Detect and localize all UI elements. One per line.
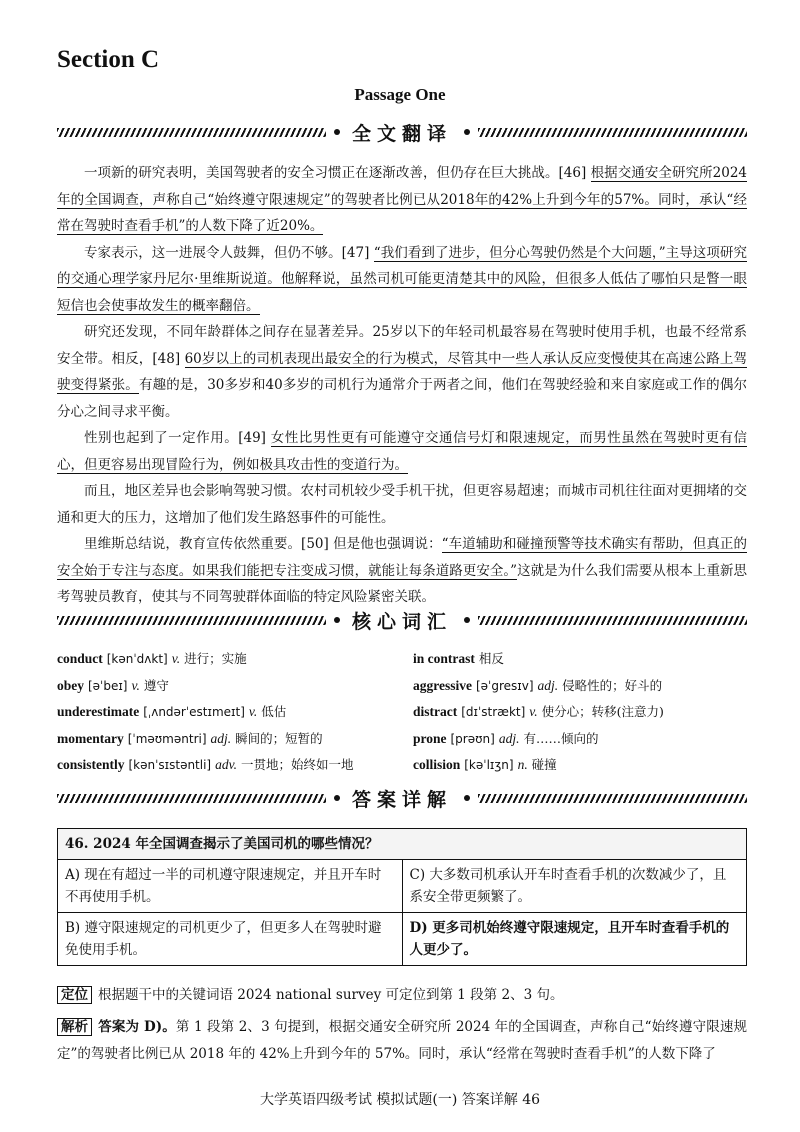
vocab-item [57,646,407,673]
bullet-dot-icon [334,617,340,623]
p1-underlined: 根据交通安全研究所2024年的全国调查，声称自己“始终遵守限速规定”的驾驶者比例已从2018年的42%上升到今年的57%。同时，承认“经常在驾驶时查看手机”的人数下降了近20%。 [57,165,747,234]
vocab-pos: v. [131,677,140,693]
p6-underlined: “车道辅助和碰撞预警等技术确实有帮助，但真正的安全始于专注与态度。如果我们能把专注变成习惯，就能让每条道路更安全。” [57,536,747,579]
vocab-pos: v. [529,704,538,719]
vocab-word: prone [413,730,447,746]
paragraph-5: 而且，地区差异也会影响驾驶习惯。农村司机较少受手机干扰，但更容易超速；而城市司机往往面对更拥堵的交通和更大的压力，这增加了他们发生路怒事件的可能性。 [57,483,747,526]
p2-text: 专家表示，这一进展令人鼓舞，但仍不够。[47] [84,244,374,261]
analysis-text: 第 1 段第 2、3 句提到，根据交通安全研究所 2024 年的全国调查，声称自己“始终遵守限速规定”的驾驶者比例已从 2018 年的 42%上升到今年的 57%。同时，承认“经常在驾驶时查看手机”的人数下降了 [57,1019,747,1062]
vocab-item [413,646,753,673]
vocab-item [57,752,407,779]
bullet-dot-icon [464,795,470,801]
vocab-meaning: 使分心；转移(注意力) [541,704,664,719]
vocab-pos: v. [171,651,181,666]
vocab-word: obey [57,677,84,693]
vocab-item [413,752,753,779]
p3-text: 研究还发现，不同年龄群体之间存在显著差异。25岁以下的年轻司机最容易在驾驶时使用手机，也最不经常系安全带。相反，[48] [57,324,747,367]
vocab-word: conduct [57,651,103,666]
p1-text: 一项新的研究表明，美国驾驶者的安全习惯正在逐渐改善，但仍存在巨大挑战。[46] [84,165,591,181]
vocab-word: distract [413,704,458,719]
vocab-meaning: 低估 [261,704,287,719]
passage-title: Passage One [354,85,446,104]
bullet-dot-icon [334,795,340,801]
analysis-note [57,1014,747,1067]
vocab-word: aggressive [413,677,472,693]
vocab-pos: n. [517,757,528,772]
p4-text: 性别也起到了一定作用。[49] [84,430,271,446]
paragraph-6 [57,531,747,611]
vocab-phonetic: [əˈgresɪv] [475,678,534,693]
hatch-decoration [57,794,326,803]
vocab-phonetic: [dɪˈstrækt] [461,705,526,719]
vocab-item [57,726,407,753]
vocab-word: in contrast [413,651,475,666]
vocab-meaning: 相反 [478,651,504,666]
vocab-word: underestimate [57,704,140,719]
vocab-item [57,673,407,700]
vocab-meaning: 碰撞 [531,757,557,772]
vocab-phonetic: [ˈməʊməntri] [127,731,207,746]
translation-banner [57,118,747,146]
section-title: Section C [57,46,160,73]
option-b: B) 遵守限速规定的司机更少了，但更多人在驾驶时避免使用手机。 [58,913,403,966]
bullet-dot-icon [464,617,470,623]
locate-note [57,983,757,1007]
p4-underlined: 女性比男性更有可能遵守交通信号灯和限速规定，而男性虽然在驾驶时更有信心，但更容易出现冒险行为，例如极具攻击性的变道行为。 [57,430,747,473]
vocab-item [57,699,407,726]
p3-underlined: 60岁以上的司机表现出最安全的行为模式，尽管其中一些人承认反应变慢使其在高速公路上驾驶变得紧张。 [57,350,747,393]
vocab-meaning: 有……倾向的 [523,730,599,746]
vocab-word: collision [413,757,461,772]
vocab-phonetic: [kənˈdʌkt] [106,652,168,666]
paragraph-4 [57,425,747,478]
vocab-phonetic: [ˌʌndərˈestɪmeɪt] [143,705,245,719]
vocab-pos: adj. [210,730,232,746]
vocab-meaning: 一贯地；始终如一地 [240,757,354,772]
hatch-decoration [57,128,326,137]
vocab-phonetic: [kəˈlɪʒn] [464,758,514,772]
locate-tag: 定位 [57,986,92,1004]
vocab-phonetic: [əˈbeɪ] [87,678,128,693]
paragraph-3 [57,319,747,425]
vocab-word: momentary [57,730,124,746]
vocab-phonetic: [prəʊn] [450,731,495,746]
question-table [57,828,747,966]
vocab-meaning: 侵略性的；好斗的 [562,677,663,693]
p3-text-end: 有趣的是，30多岁和40多岁的司机行为通常介于两者之间，他们在驾驶经验和来自家庭或工作的偶尔分心之间寻求平衡。 [57,377,747,420]
paragraph-2 [57,240,747,320]
vocab-list-right [413,646,753,779]
vocab-meaning: 遵守 [143,677,169,693]
vocab-banner [57,606,747,634]
vocab-heading: 核心词汇 [352,610,453,633]
option-d-correct: D) 更多司机始终遵守限速规定，且开车时查看手机的人更少了。 [402,913,747,966]
answers-heading: 答案详解 [352,788,453,811]
analysis-tag: 解析 [57,1018,92,1036]
bullet-dot-icon [334,129,340,135]
vocab-item [413,673,753,700]
analysis-answer: 答案为 D)。 [98,1019,176,1035]
translation-body [57,160,747,611]
p2-underlined: “我们看到了进步，但分心驾驶仍然是个大问题，”主导这项研究的交通心理学家丹尼尔·里维斯说道。他解释说，虽然司机可能更清楚其中的风险，但很多人低估了哪怕只是瞥一眼短信也会使事故发生的概率翻倍。 [57,244,747,314]
vocab-meaning: 瞬间的；短暂的 [235,730,323,746]
bullet-dot-icon [464,129,470,135]
hatch-decoration [478,128,747,137]
vocab-word: consistently [57,757,125,772]
option-a: A) 现在有超过一半的司机遵守限速规定，并且开车时不再使用手机。 [58,860,403,913]
page-footer: 大学英语四级考试 模拟试题(一) 答案详解 46 [259,1092,541,1108]
hatch-decoration [57,616,326,625]
vocab-pos: adv. [215,757,237,772]
hatch-decoration [478,616,747,625]
vocab-pos: adj. [537,677,559,693]
vocab-pos: v. [248,704,258,719]
vocab-item [413,699,753,726]
locate-text: 根据题干中的关键词语 2024 national survey 可定位到第 1 段第 2、3 句。 [98,987,564,1003]
p6-text: 里维斯总结说，教育宣传依然重要。[50] 但是他也强调说： [84,536,442,552]
paragraph-1 [57,160,747,240]
hatch-decoration [478,794,747,803]
vocab-phonetic: [kənˈsɪstəntli] [128,758,212,772]
vocab-meaning: 进行；实施 [184,651,247,666]
vocab-item [413,726,753,753]
vocab-list-left [57,646,407,779]
option-c: C) 大多数司机承认开车时查看手机的次数减少了，且系安全带更频繁了。 [402,860,747,913]
question-stem: 46. 2024 年全国调查揭示了美国司机的哪些情况？ [58,829,747,860]
p6-text-end: 这就是为什么我们需要从根本上重新思考驾驶员教育，使其与不同驾驶群体面临的特定风险紧密关联。 [57,562,747,605]
vocab-pos: adj. [498,730,520,746]
answers-banner [57,784,747,812]
translation-heading: 全文翻译 [352,122,453,145]
